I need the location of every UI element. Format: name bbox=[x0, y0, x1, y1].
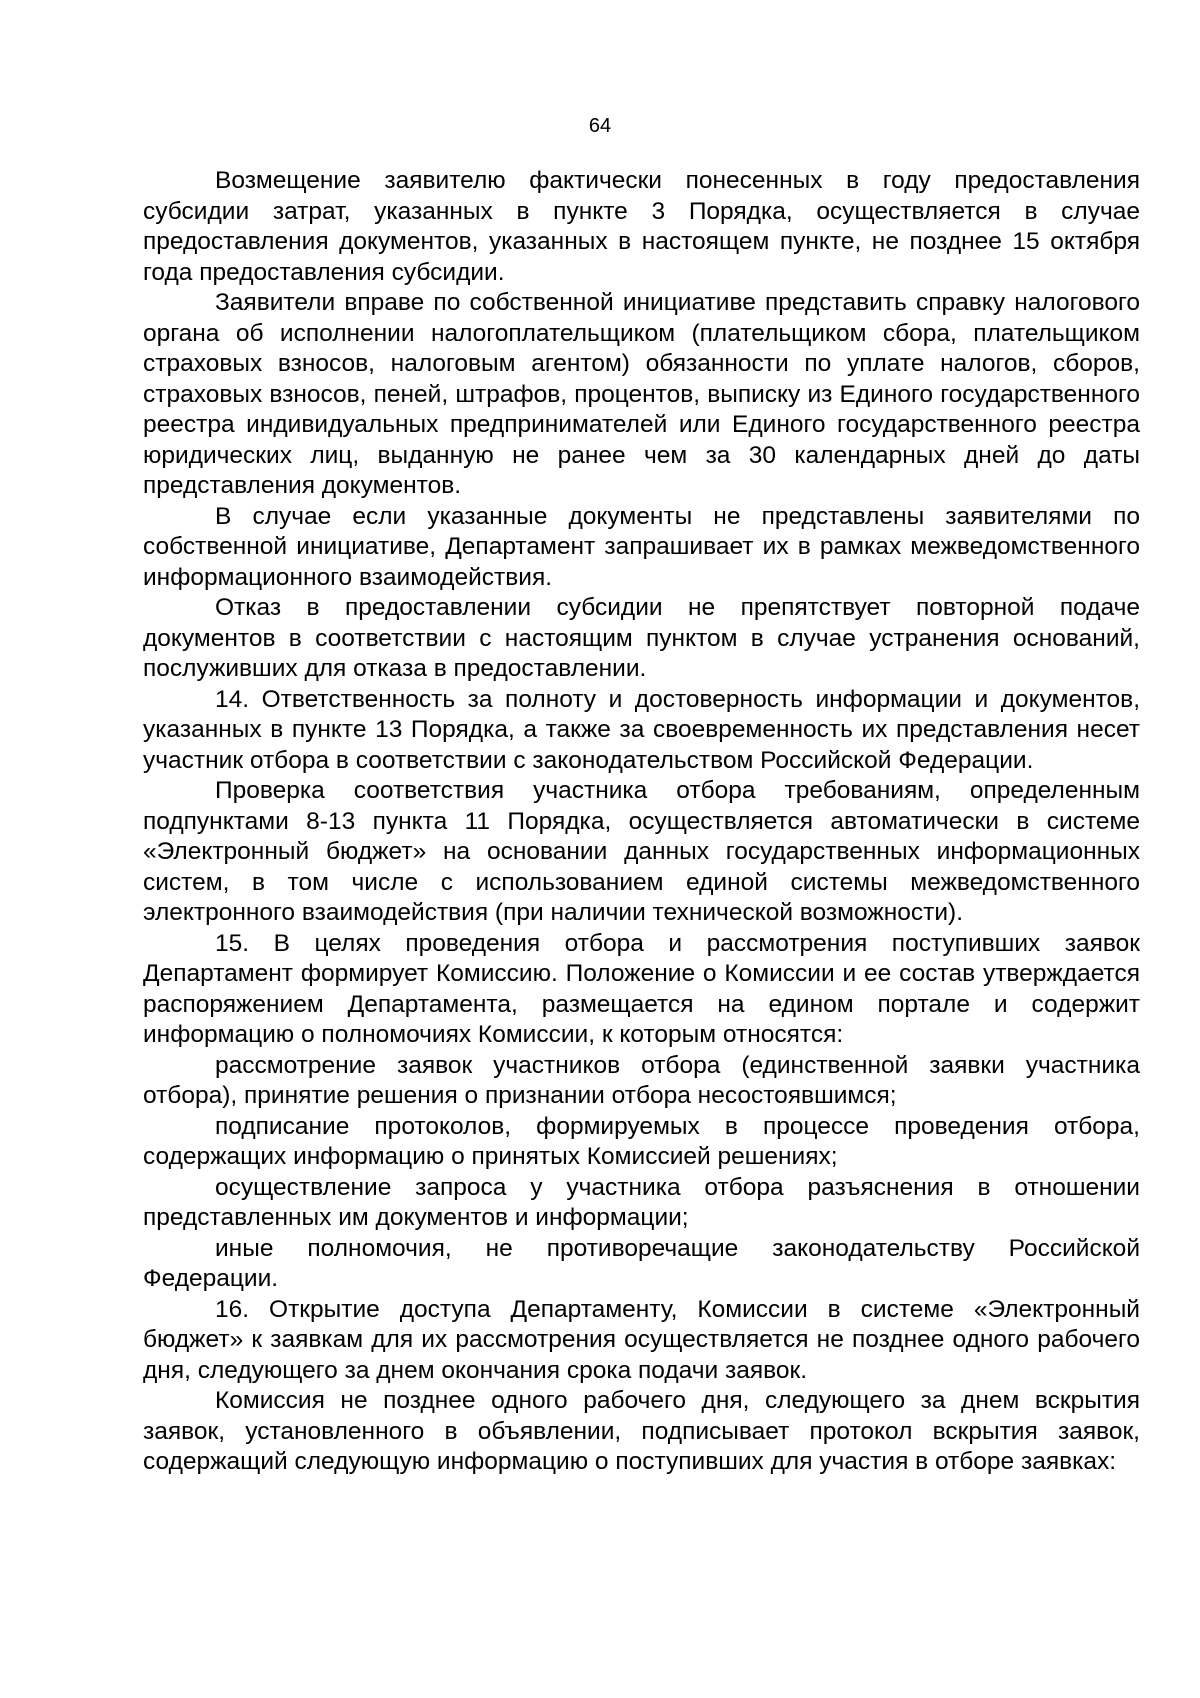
paragraph-commission-power-review: рассмотрение заявок участников отбора (единственной заявки участника отбора), принятие решения о признании отбора несостоявшимся; bbox=[143, 1051, 1140, 1109]
document-body bbox=[143, 166, 1140, 1478]
paragraph-reimbursement: Возмещение заявителю фактически понесенных в году предоставления субсидии затрат, указанных в пункте 3 Порядка, осуществляется в случае предоставления документов, указанных в настоящем пункте, не позднее 15 октября года предоставления субсидии. bbox=[143, 167, 1140, 286]
paragraph-opening-protocol: Комиссия не позднее одного рабочего дня, следующего за днем вскрытия заявок, установленного в объявлении, подписывает протокол вскрытия заявок, содержащий следующую информацию о поступивших для участия в отборе заявках: bbox=[143, 1387, 1140, 1475]
paragraph-item-15: 15. В целях проведения отбора и рассмотрения поступивших заявок Департамент формирует Комиссию. Положение о Комиссии и ее состав утверждается распоряжением Департамента, размещается на едином портале и содержит информацию о полномочиях Комиссии, к которым относятся: bbox=[143, 929, 1140, 1048]
paragraph-voluntary-certificates: Заявители вправе по собственной инициативе представить справку налогового органа об исполнении налогоплательщиком (плательщиком сбора, плательщиком страховых взносов, налоговым агентом) обязанности по уплате налогов, сборов, страховых взносов, пеней, штрафов, процентов, выписку из Единого государственного реестра индивидуальных предпринимателей или Единого государственного реестра юридических лиц, выданную не ранее чем за 30 календарных дней до даты представления документов. bbox=[143, 289, 1140, 499]
paragraph-commission-power-other: иные полномочия, не противоречащие законодательству Российской Федерации. bbox=[143, 1234, 1140, 1292]
page-number: 64 bbox=[588, 115, 612, 137]
paragraph-interagency-request: В случае если указанные документы не представлены заявителями по собственной инициативе, Департамент запрашивает их в рамках межведомственного информационного взаимодействия. bbox=[143, 502, 1140, 591]
paragraph-commission-power-protocols: подписание протоколов, формируемых в процессе проведения отбора, содержащих информацию о принятых Комиссией решениях; bbox=[143, 1112, 1140, 1170]
paragraph-commission-power-clarification: осуществление запроса у участника отбора разъяснения в отношении представленных им документов и информации; bbox=[143, 1173, 1140, 1231]
paragraph-refusal-resubmission: Отказ в предоставлении субсидии не препятствует повторной подаче документов в соответствии с настоящим пунктом в случае устранения оснований, послуживших для отказа в предоставлении. bbox=[143, 594, 1140, 682]
paragraph-item-16: 16. Открытие доступа Департаменту, Комиссии в системе «Электронный бюджет» к заявкам для их рассмотрения осуществляется не позднее одного рабочего дня, следующего за днем окончания срока подачи заявок. bbox=[143, 1295, 1140, 1384]
paragraph-compliance-check: Проверка соответствия участника отбора требованиям, определенным подпунктами 8-13 пункта 11 Порядка, осуществляется автоматически в системе «Электронный бюджет» на основании данных государственных информационных систем, в том числе с использованием единой системы межведомственного электронного взаимодействия (при наличии технической возможности). bbox=[143, 777, 1140, 926]
paragraph-item-14: 14. Ответственность за полноту и достоверность информации и документов, указанных в пункте 13 Порядка, а также за своевременность их представления несет участник отбора в соответствии с законодательством Российской Федерации. bbox=[143, 685, 1140, 774]
